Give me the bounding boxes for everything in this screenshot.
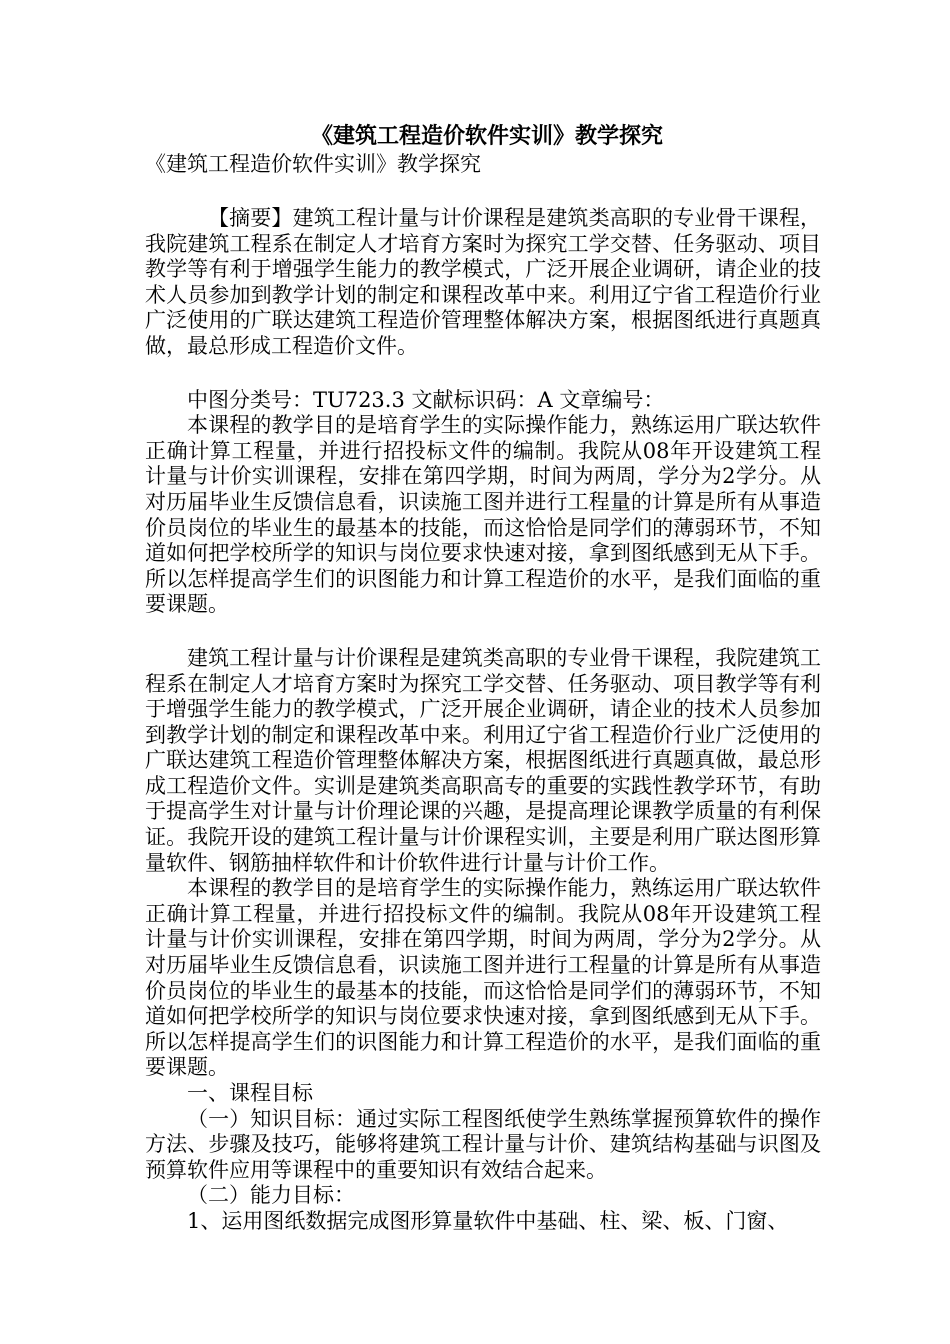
knowledge-goal-paragraph: （一）知识目标：通过实际工程图纸使学生熟练掌握预算软件的操作方法、步骤及技巧，能够将建筑工程计量与计价、建筑结构基础与识图及预算软件应用等课程中的重要知识有效结合起来。 xyxy=(145,1106,821,1182)
document-subtitle: 《建筑工程造价软件实训》教学探究 xyxy=(145,152,481,176)
document-title: 《建筑工程造价软件实训》教学探究 xyxy=(310,123,663,149)
spacer xyxy=(145,618,821,646)
body-paragraph-1: 本课程的教学目的是培育学生的实际操作能力，熟练运用广联达软件正确计算工程量，并进行招投标文件的编制。我院从08年开设建筑工程计量与计价实训课程，安排在第四学期，时间为两周，学分为2学分。从对历届毕业生反馈信息看，识读施工图并进行工程量的计算是所有从事造价员岗位的毕业生的最基本的技能，而这恰恰是同学们的薄弱环节，不知道如何把学校所学的知识与岗位要求快速对接，拿到图纸感到无从下手。所以怎样提高学生们的识图能力和计算工程造价的水平，是我们面临的重要课题。 xyxy=(145,413,821,617)
document-page xyxy=(145,122,821,1235)
spacer xyxy=(145,360,821,388)
classification-line: 中图分类号：TU723.3 文献标识码：A 文章编号： xyxy=(187,387,665,412)
section-heading-course-goals: 一、课程目标 xyxy=(187,1081,313,1105)
body-paragraph-2: 建筑工程计量与计价课程是建筑类高职的专业骨干课程，我院建筑工程系在制定人才培育方案时为探究工学交替、任务驱动、项目教学等有利于增强学生能力的教学模式，广泛开展企业调研，请企业的技术人员参加到教学计划的制定和课程改革中来。利用辽宁省工程造价行业广泛使用的广联达建筑工程造价管理整体解决方案，根据图纸进行真题真做，最总形成工程造价文件。实训是建筑类高职高专的重要的实践性教学环节，有助于提高学生对计量与计价理论课的兴趣，是提高理论课教学质量的有利保证。我院开设的建筑工程计量与计价课程实训，主要是利用广联达图形算量软件、钢筋抽样软件和计价软件进行计量与计价工作。 xyxy=(145,645,821,875)
abstract-paragraph: 【摘要】建筑工程计量与计价课程是建筑类高职的专业骨干课程，我院建筑工程系在制定人才培育方案时为探究工学交替、任务驱动、项目教学等有利于增强学生能力的教学模式，广泛开展企业调研，请企业的技术人员参加到教学计划的制定和课程改革中来。利用辽宁省工程造价行业广泛使用的广联达建筑工程造价管理整体解决方案，根据图纸进行真题真做，最总形成工程造价文件。 xyxy=(145,206,821,358)
body-paragraph-3: 本课程的教学目的是培育学生的实际操作能力，熟练运用广联达软件正确计算工程量，并进行招投标文件的编制。我院从08年开设建筑工程计量与计价实训课程，安排在第四学期，时间为两周，学分为2学分。从对历届毕业生反馈信息看，识读施工图并进行工程量的计算是所有从事造价员岗位的毕业生的最基本的技能，而这恰恰是同学们的薄弱环节，不知道如何把学校所学的知识与岗位要求快速对接，拿到图纸感到无从下手。所以怎样提高学生们的识图能力和计算工程造价的水平，是我们面临的重要课题。 xyxy=(145,876,821,1080)
ability-goal-item-1: 1、运用图纸数据完成图形算量软件中基础、柱、梁、板、门窗、 xyxy=(187,1208,789,1233)
ability-goal-heading: （二）能力目标： xyxy=(187,1183,355,1208)
spacer xyxy=(145,178,821,206)
